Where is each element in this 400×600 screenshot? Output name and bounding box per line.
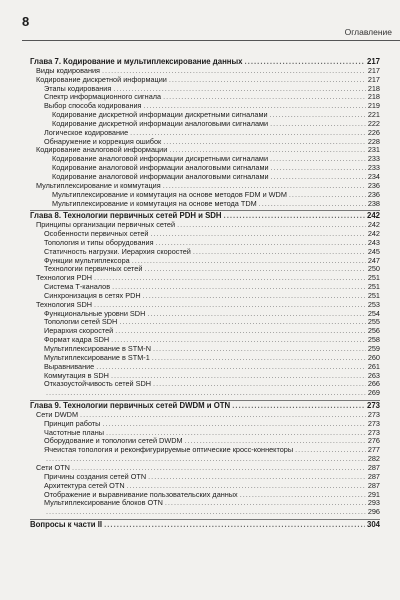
toc-page-number: 217 xyxy=(366,57,380,66)
toc-page-number: 287 xyxy=(367,462,380,472)
toc-page-number: 234 xyxy=(367,171,380,181)
toc-item-title: Принципы организации первичных сетей xyxy=(36,220,176,230)
toc-page-number: 243 xyxy=(367,237,380,247)
table-of-contents xyxy=(30,58,380,530)
toc-page-number: 256 xyxy=(367,326,380,336)
dot-leader xyxy=(115,327,366,336)
toc-page-number: 255 xyxy=(367,317,380,327)
toc-item-title: Мультиплексирование и коммутация на основе методов FDM и WDM xyxy=(52,189,287,199)
toc-item-title: Сети OTN xyxy=(36,462,70,472)
toc-item-title: Кодирование дискретной информации дискретными сигналами xyxy=(52,110,268,120)
toc-page-number: 254 xyxy=(367,308,380,318)
toc-item-title: Кодирование аналоговой информации xyxy=(36,145,168,155)
page-header xyxy=(0,0,400,40)
toc-item[interactable] xyxy=(30,508,380,517)
toc-page-number: 291 xyxy=(367,489,380,499)
dot-leader xyxy=(112,283,366,292)
dot-leader xyxy=(119,318,365,327)
header-rule xyxy=(22,40,400,41)
toc-item-title: Мультиплексирование блоков OTN xyxy=(44,498,163,508)
toc-item-title: Иерархия скоростей xyxy=(44,326,114,336)
toc-page-number: 282 xyxy=(367,454,380,464)
running-title: Оглавление xyxy=(344,27,392,37)
toc-item-title: Частотные планы xyxy=(44,427,104,437)
toc-page-number: 238 xyxy=(367,198,380,208)
toc-item-title: Статичность нагрузки. Иерархия скоростей xyxy=(44,246,191,256)
toc-item-title: Мультиплексирование в STM-N xyxy=(44,344,151,353)
dot-leader xyxy=(270,155,366,164)
toc-page-number: 287 xyxy=(367,471,380,481)
toc-page-number: 222 xyxy=(367,118,380,128)
toc-page-number: 277 xyxy=(367,445,380,455)
toc-item-title: Принцип работы xyxy=(44,418,101,428)
toc-item-title: Причины создания сетей OTN xyxy=(44,471,147,481)
toc-page-number: 242 xyxy=(366,211,380,221)
toc-page-number: 276 xyxy=(367,436,380,446)
toc-page-number: 273 xyxy=(367,409,380,419)
toc-page-number: 236 xyxy=(367,189,380,199)
dot-leader xyxy=(165,499,366,508)
toc-item-title: Кодирование дискретной информации аналоговыми сигналами xyxy=(52,118,269,128)
toc-item[interactable] xyxy=(30,499,380,508)
toc-item[interactable] xyxy=(30,380,380,389)
toc-page-number: 245 xyxy=(367,246,380,256)
toc-page-number: 296 xyxy=(367,507,380,517)
dot-leader xyxy=(150,230,365,239)
dot-leader xyxy=(46,389,366,398)
toc-page-number: 219 xyxy=(367,101,380,111)
toc-page-number: 226 xyxy=(367,127,380,137)
dot-leader xyxy=(132,257,366,266)
dot-leader xyxy=(295,446,366,455)
toc-page-number: 293 xyxy=(367,498,380,508)
toc-item-title: Кодирование аналоговой информации аналоговыми сигналами xyxy=(52,171,269,181)
toc-item-title: Мультиплексирование в STM-1 xyxy=(44,352,150,362)
dot-leader xyxy=(270,111,366,120)
toc-page-number: 253 xyxy=(367,299,380,309)
toc-item-title: Вопросы к части II xyxy=(30,520,103,530)
toc-item-title: Спектр информационного сигнала xyxy=(44,92,162,102)
toc-page-number: 217 xyxy=(367,65,380,75)
toc-item-title: Кодирование аналоговой информации дискретными сигналами xyxy=(52,154,269,164)
toc-item-title: Логическое кодирование xyxy=(44,127,129,137)
dot-leader xyxy=(144,265,365,274)
toc-item-title: Глава 7. Кодирование и мультиплексирование данных xyxy=(30,57,243,66)
dot-leader xyxy=(130,129,366,138)
toc-page-number: 233 xyxy=(367,154,380,164)
toc-page-number: 231 xyxy=(367,145,380,155)
toc-page-number: 263 xyxy=(367,370,380,380)
dot-leader xyxy=(169,76,366,85)
toc-page-number: 273 xyxy=(367,418,380,428)
toc-page-number: 273 xyxy=(366,401,380,411)
dot-leader xyxy=(224,212,365,221)
toc-item-title: Оборудование и топологии сетей DWDM xyxy=(44,436,183,446)
toc-page-number: 251 xyxy=(367,282,380,292)
toc-page-number: 269 xyxy=(367,388,380,398)
toc-chapter[interactable] xyxy=(30,521,380,530)
toc-page-number: 260 xyxy=(367,352,380,362)
dot-leader xyxy=(104,521,365,530)
dot-leader xyxy=(245,58,365,67)
toc-item-title: Мультиплексирование и коммутация xyxy=(36,180,161,190)
toc-page-number: 266 xyxy=(367,379,380,389)
dot-leader xyxy=(143,292,366,301)
toc-item[interactable] xyxy=(30,389,380,398)
toc-item-title: Отображение и выравнивание пользовательских данных xyxy=(44,489,238,499)
toc-item-title: Архитектура сетей OTN xyxy=(44,480,125,490)
toc-item-title: Сети DWDM xyxy=(36,409,79,419)
toc-page-number: 261 xyxy=(367,361,380,371)
toc-page-number: 258 xyxy=(367,335,380,345)
dot-leader xyxy=(46,455,366,464)
toc-item-title: Технология SDH xyxy=(36,299,93,309)
dot-leader xyxy=(259,200,366,209)
toc-chapter[interactable] xyxy=(30,402,380,411)
toc-item-title: Глава 9. Технологии первичных сетей DWDM и OTN xyxy=(30,401,231,411)
toc-item-title: Отказоустойчивость сетей SDH xyxy=(44,379,152,389)
dot-leader xyxy=(96,363,366,372)
dot-leader xyxy=(177,221,366,230)
toc-item-title: Синхронизация в сетях PDH xyxy=(44,290,141,300)
toc-item-title: Выравнивание xyxy=(44,361,95,371)
toc-item-title: Функции мультиплексора xyxy=(44,255,130,265)
toc-page-number: 217 xyxy=(367,74,380,84)
toc-item-title: Этапы кодирования xyxy=(44,83,112,93)
toc-page-number: 228 xyxy=(367,136,380,146)
dot-leader xyxy=(289,191,366,200)
toc-item-title: Формат кадра SDH xyxy=(44,335,110,345)
dot-leader xyxy=(153,345,366,354)
toc-item-title: Топология и типы оборудования xyxy=(44,237,154,247)
toc-page-number: 218 xyxy=(367,83,380,93)
toc-item-title: Особенности первичных сетей xyxy=(44,229,149,239)
toc-item[interactable] xyxy=(30,200,380,209)
dot-leader xyxy=(94,274,366,283)
dot-leader xyxy=(240,491,366,500)
dot-leader xyxy=(193,248,366,257)
toc-item-title: Коммутация в SDH xyxy=(44,370,109,380)
dot-leader xyxy=(152,354,366,363)
page-number: 8 xyxy=(22,14,30,29)
toc-page-number: 251 xyxy=(367,273,380,283)
dot-leader xyxy=(147,310,365,319)
toc-page-number: 251 xyxy=(367,290,380,300)
dot-leader xyxy=(232,402,365,411)
toc-page-number: 242 xyxy=(367,220,380,230)
toc-item-title: Система Т-каналов xyxy=(44,282,111,292)
dot-leader xyxy=(102,420,365,429)
toc-item-title: Виды кодирования xyxy=(36,65,101,75)
toc-item-title: Кодирование дискретной информации xyxy=(36,74,167,84)
toc-page-number: 287 xyxy=(367,480,380,490)
toc-item-title: Выбор способа кодирования xyxy=(44,101,142,111)
toc-item[interactable] xyxy=(30,455,380,464)
toc-item[interactable] xyxy=(30,446,380,455)
dot-leader xyxy=(46,508,366,517)
dot-leader xyxy=(163,138,366,147)
toc-item-title: Функциональные уровни SDH xyxy=(44,308,146,318)
toc-page-number: 247 xyxy=(367,255,380,265)
dot-leader xyxy=(270,120,366,129)
toc-page-number: 259 xyxy=(367,344,380,353)
toc-page-number: 304 xyxy=(366,520,380,530)
toc-item-title: Обнаружение и коррекция ошибок xyxy=(44,136,162,146)
toc-item-title: Ячеистая топология и реконфигурируемые оптические кросс-коннекторы xyxy=(44,445,294,455)
dot-leader xyxy=(271,173,366,182)
toc-page-number: 250 xyxy=(367,264,380,274)
toc-item-title: Глава 8. Технологии первичных сетей PDH и SDH xyxy=(30,211,222,221)
dot-leader xyxy=(153,380,366,389)
toc-page-number: 218 xyxy=(367,92,380,102)
toc-item-title: Технология PDH xyxy=(36,273,93,283)
dot-leader xyxy=(148,473,366,482)
toc-item-title: Мультиплексирование и коммутация на основе метода TDM xyxy=(52,198,257,208)
toc-page-number: 221 xyxy=(367,110,380,120)
toc-item-title: Топологии сетей SDH xyxy=(44,317,118,327)
toc-page-number: 233 xyxy=(367,163,380,173)
toc-page-number: 236 xyxy=(367,180,380,190)
dot-leader xyxy=(80,411,366,420)
toc-item-title: Кодирование аналоговой информации аналоговыми сигналами xyxy=(52,163,269,173)
dot-leader xyxy=(163,93,366,102)
dot-leader xyxy=(271,164,366,173)
toc-page-number: 242 xyxy=(367,229,380,239)
toc-page-number: 273 xyxy=(367,427,380,437)
toc-item-title: Технологии первичных сетей xyxy=(44,264,143,274)
